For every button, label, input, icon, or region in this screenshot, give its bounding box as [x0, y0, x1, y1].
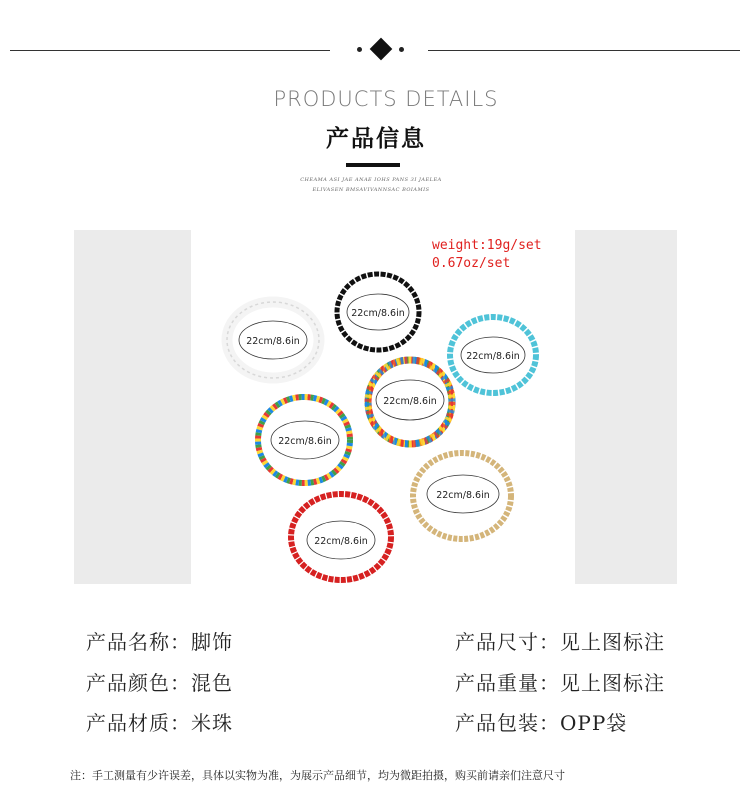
dot-icon	[357, 47, 362, 52]
footnote: 注：手工测量有少许误差，具体以实物为准，为展示产品细节，均为微距拍摄，购买前请亲们注意尺寸	[70, 769, 565, 782]
size-label: 22cm/8.6in	[436, 490, 490, 501]
title-chinese: 产品信息	[326, 126, 426, 152]
spec-weight-value: 见上图标注	[560, 671, 665, 695]
header-divider-right	[428, 50, 740, 51]
spec-name-label: 产品名称：	[86, 630, 191, 654]
spec-name-value: 脚饰	[191, 630, 233, 654]
spec-color	[86, 667, 233, 696]
size-label: 22cm/8.6in	[278, 436, 332, 447]
dot-icon	[399, 47, 404, 52]
spec-weight	[455, 667, 665, 696]
diamond-icon	[370, 38, 393, 61]
spec-package	[455, 707, 627, 736]
spec-size-value: 见上图标注	[560, 630, 665, 654]
spec-color-label: 产品颜色：	[86, 671, 191, 695]
decorative-caption-1: CHEAMA ASI JAE ANAE IOHS PANS 3I JAELEA	[300, 177, 442, 183]
spec-size	[455, 626, 665, 655]
product-photo	[191, 230, 575, 584]
title-underline	[346, 163, 400, 167]
spec-size-label: 产品尺寸：	[455, 630, 560, 654]
spec-package-value: OPP袋	[560, 711, 628, 735]
size-label: 22cm/8.6in	[466, 351, 520, 362]
title-english: PRODUCTS DETAILS	[273, 87, 499, 111]
photo-side-panel-right	[575, 230, 677, 584]
size-label: 22cm/8.6in	[383, 396, 437, 407]
spec-name	[86, 626, 233, 655]
spec-material-value: 米珠	[191, 711, 233, 735]
weight-grams: weight:19g/set	[432, 238, 542, 253]
size-label: 22cm/8.6in	[246, 336, 300, 347]
spec-package-label: 产品包装：	[455, 711, 560, 735]
weight-ounces: 0.67oz/set	[432, 256, 511, 271]
spec-material	[86, 707, 233, 736]
size-label: 22cm/8.6in	[351, 308, 405, 319]
spec-material-label: 产品材质：	[86, 711, 191, 735]
spec-weight-label: 产品重量：	[455, 671, 560, 695]
photo-side-panel-left	[74, 230, 191, 584]
size-label: 22cm/8.6in	[314, 536, 368, 547]
decorative-caption-2: ELIVASEN BMSAVIVANNSAC BOIAMIS	[312, 187, 430, 193]
header-divider-left	[10, 50, 330, 51]
spec-color-value: 混色	[191, 671, 233, 695]
